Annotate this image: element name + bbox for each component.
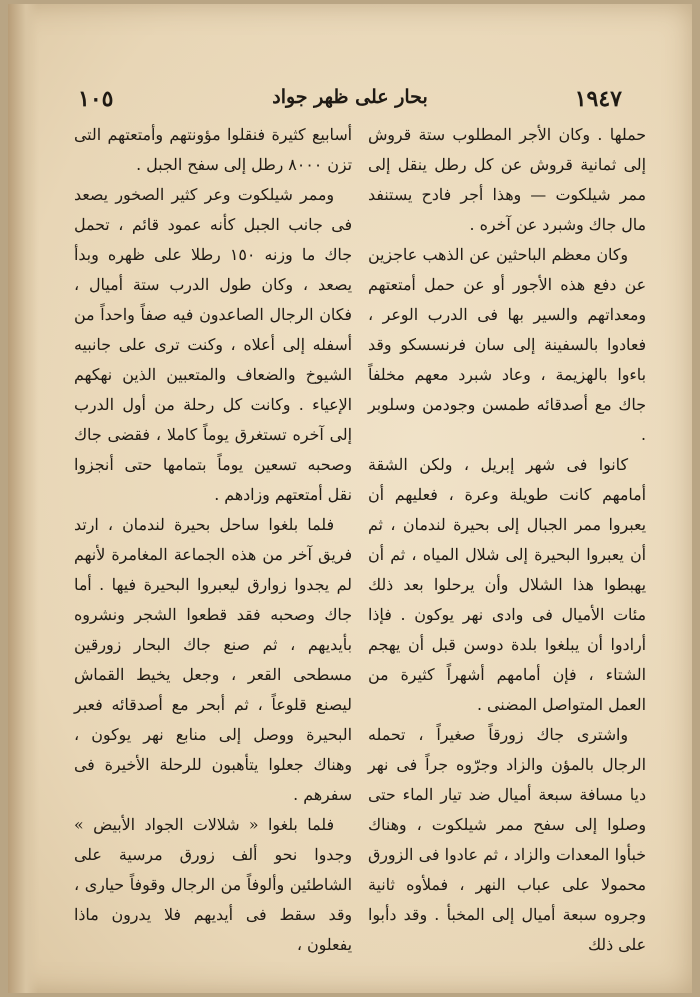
running-title: بحار على ظهر جواد bbox=[272, 86, 428, 108]
paragraph: وكان معظم الباحثين عن الذهب عاجزين عن دفع هذه الأجور أو عن حمل أمتعتهم ومعداتهم والسير بها فى الدرب الوعر ، فعادوا بالسفينة إلى سان فرنسسكو وقد باءوا بالهزيمة ، وعاد شبرد معهم مخلفاً جاك مع أصدقائه طمسن وجودمن وسلوبر . bbox=[368, 245, 646, 444]
year: ١٩٤٧ bbox=[574, 86, 622, 112]
page-gutter bbox=[8, 4, 38, 993]
paragraph: حملها . وكان الأجر المطلوب ستة قروش إلى ثمانية قروش عن كل رطل ينقل إلى ممر شيلكوت — وهذا أجر فادح يستنفد مال جاك وشبرد عن آخره . bbox=[368, 125, 646, 234]
paragraph: فلما بلغوا « شلالات الجواد الأبيض » وجدوا نحو ألف زورق مرسية على الشاطئين وألوفاً من الرجال وقوفاً حيارى ، وقد سقط فى أيديهم فلا يدرون ماذا يفعلون ، bbox=[74, 815, 352, 954]
book-page bbox=[8, 4, 692, 993]
right-column bbox=[368, 120, 646, 960]
left-column bbox=[74, 120, 352, 960]
paragraph: فلما بلغوا ساحل بحيرة لندمان ، ارتد فريق آخر من هذه الجماعة المغامرة لأنهم لم يجدوا زوارق ليعبروا البحيرة فيها . أما جاك وصحبه فقد قطعوا الشجر ونشروه بأيديهم ، ثم صنع جاك البحار زورقين مسطحى القعر ، وجعل يخيط القماش ليصنع قلوعاً ، ثم أبحر مع أصدقائه فعبر البحيرة ووصل إلى منابع نهر يوكون ، وهناك جعلوا يتأهبون للرحلة الأخيرة فى سفرهم . bbox=[74, 515, 352, 804]
paragraph: واشترى جاك زورقاً صغيراً ، تحمله الرجال بالمؤن والزاد وجرّوه جراً فى نهر ديا مسافة سبعة أميال ضد تيار الماء حتى وصلوا إلى سفح ممر شيلكوت ، وهناك خبأوا المعدات والزاد ، ثم عادوا فى الزورق محمولا على عباب النهر ، فملأوه ثانية وجروه سبعة أميال إلى المخبأ . وقد دأبوا على ذلك bbox=[368, 725, 646, 954]
paragraph: كانوا فى شهر إبريل ، ولكن الشقة أمامهم كانت طويلة وعرة ، فعليهم أن يعبروا ممر الجبال إلى بحيرة لندمان ، ثم أن يعبروا البحيرة إلى شلال المياه ، ثم أن يهبطوا هذا الشلال وأن يرحلوا بعد ذلك مئات الأميال فى وادى نهر يوكون . فإذا أرادوا أن يبلغوا بلدة دوسن قبل أن يهجم الشتاء ، فإن أمامهم أشهراً كثيرة من العمل المتواصل المضنى . bbox=[368, 455, 646, 714]
paragraph: أسابيع كثيرة فنقلوا مؤونتهم وأمتعتهم التى تزن ٨٠٠٠ رطل إلى سفح الجبل . bbox=[74, 125, 352, 174]
paragraph: وممر شيلكوت وعر كثير الصخور يصعد فى جانب الجبل كأنه عمود قائم ، تحمل جاك ما وزنه ١٥٠ رطلا على ظهره وبدأ يصعد ، وكان طول الدرب ستة أميال ، فكان الرجال الصاعدون فيه صفاً واحداً من أسفله إلى أعلاه ، وكنت ترى على جانبيه الشيوخ والضعاف والمتعبين الذين نهكهم الإعياء . وكانت كل رحلة من أول الدرب إلى آخره تستغرق يوماً كاملا ، فقضى جاك وصحبه تسعين يوماً بتمامها حتى أنجزوا نقل أمتعتهم وزادهم . bbox=[74, 185, 352, 504]
page-number: ١٠٥ bbox=[78, 86, 114, 112]
